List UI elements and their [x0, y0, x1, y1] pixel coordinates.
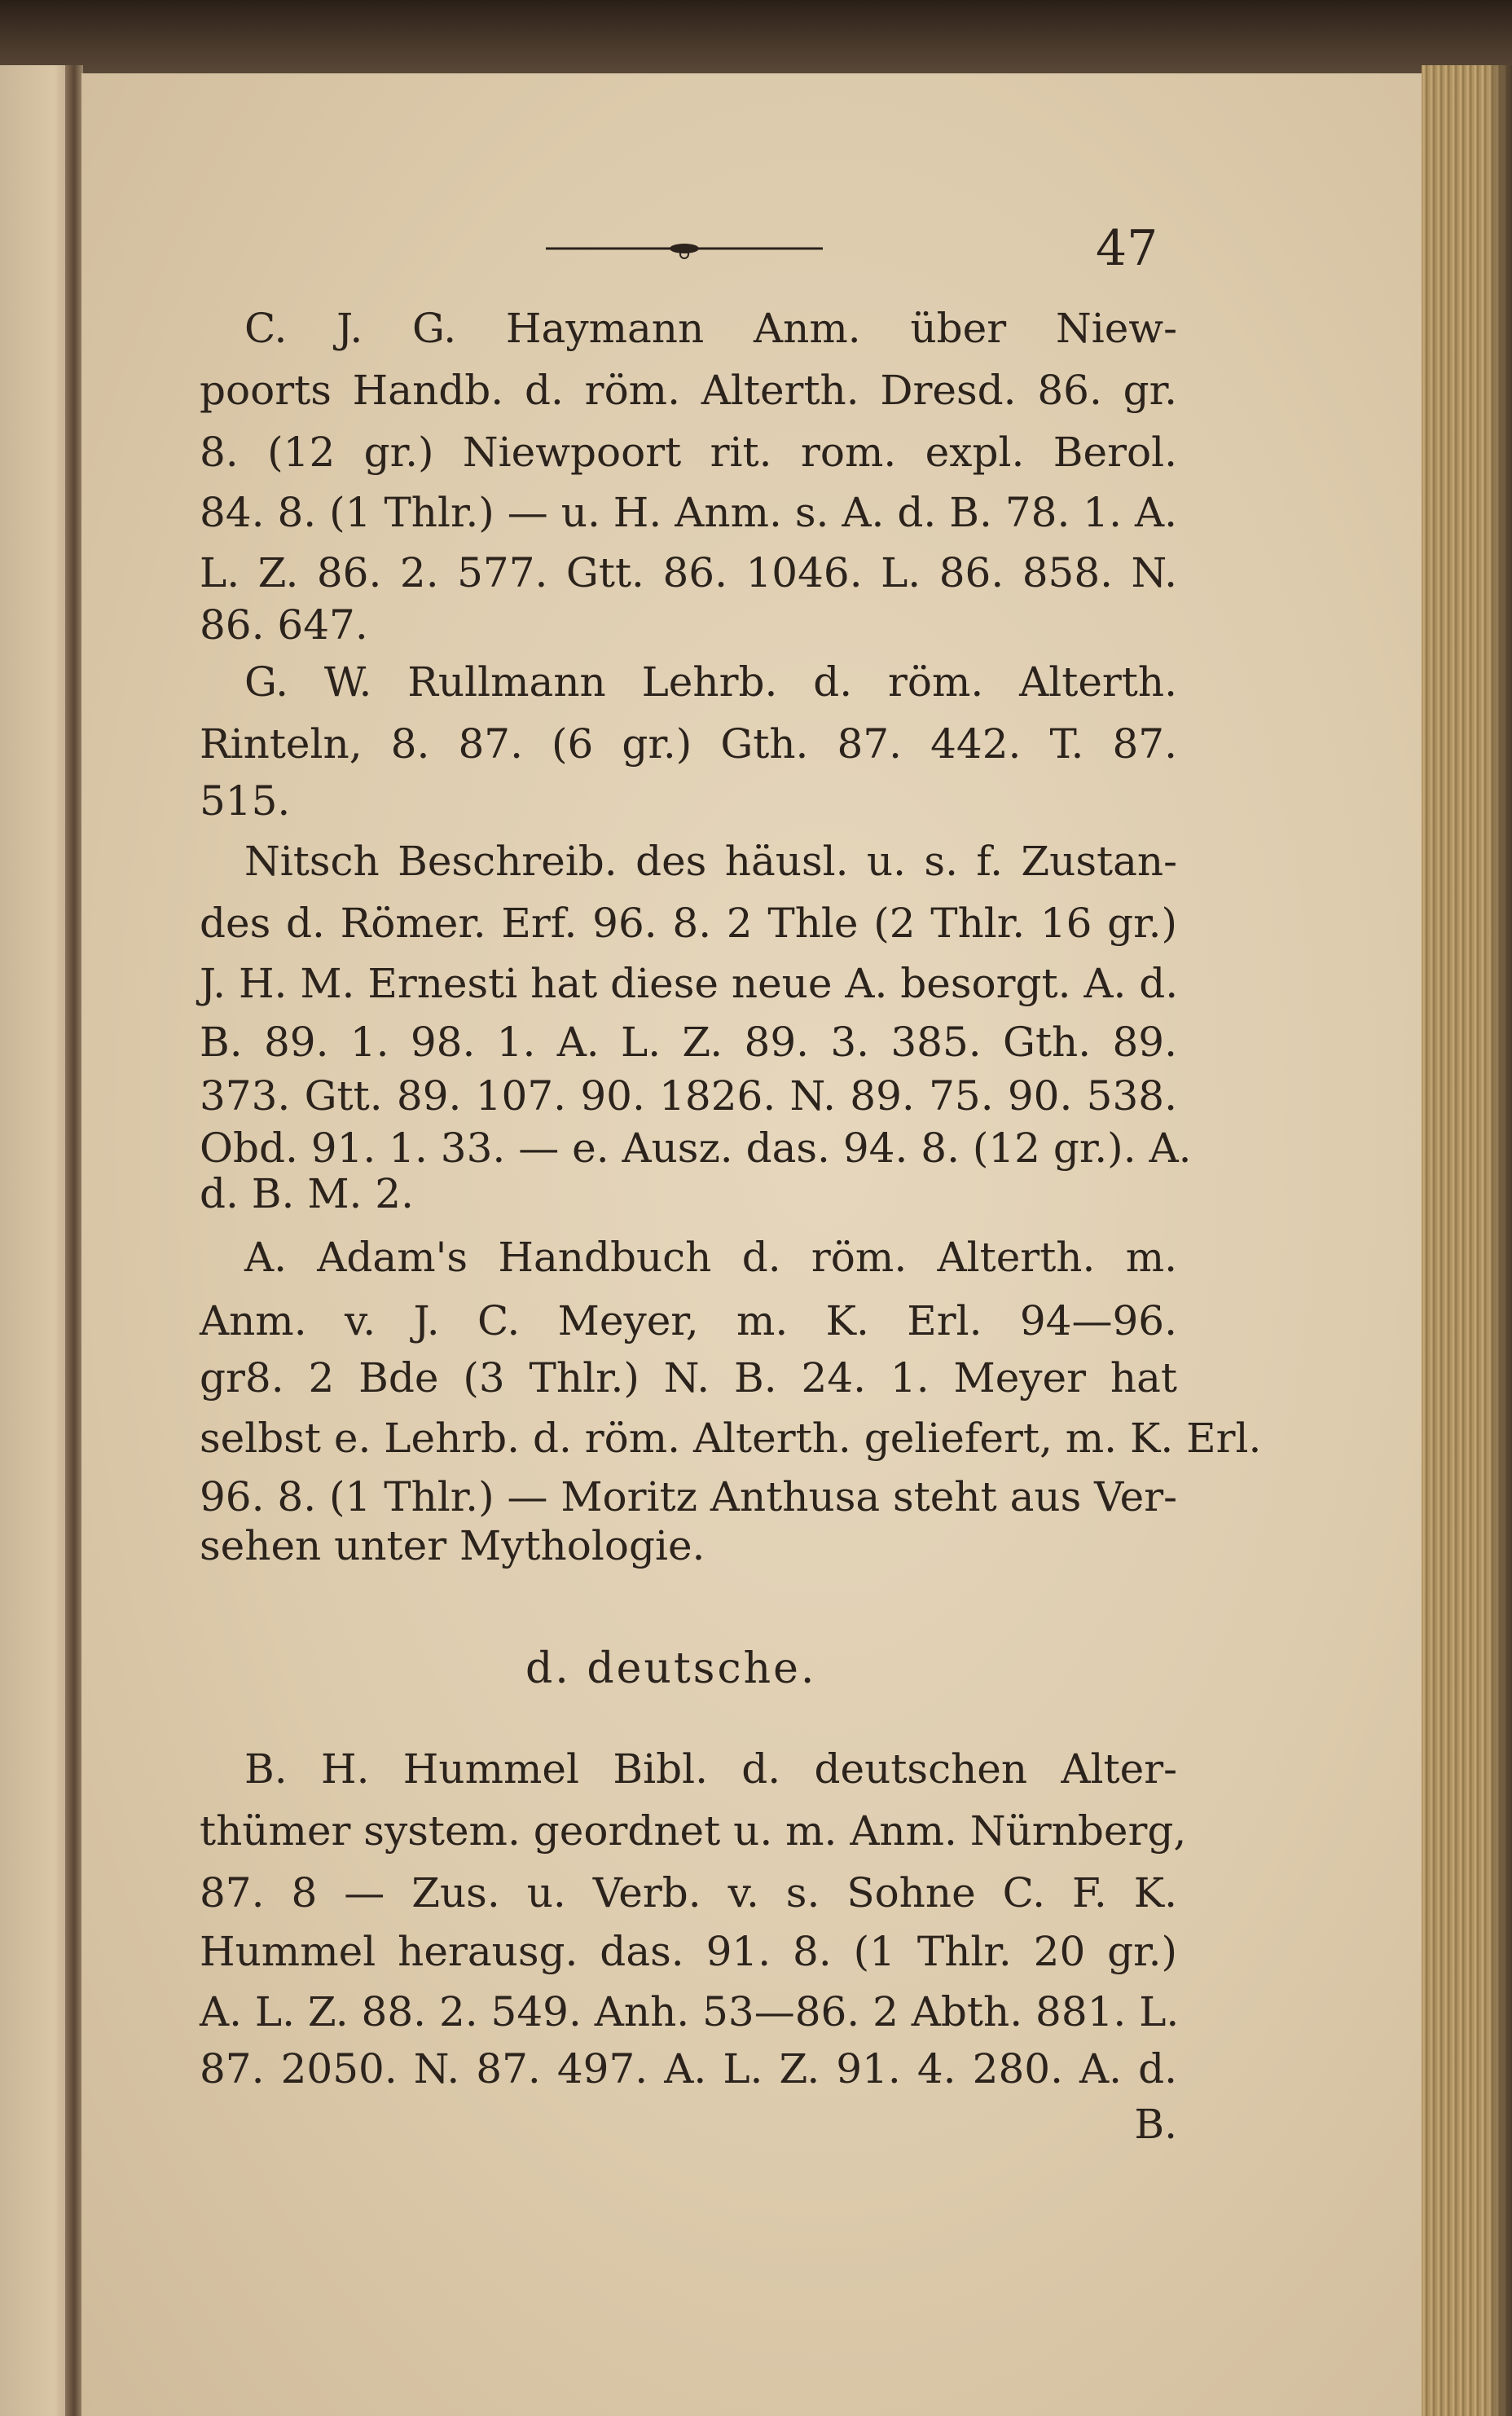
text-line: B. H. Hummel Bibl. d. deutschen Alter-	[244, 1745, 1177, 1793]
text-line: Anm. v. J. C. Meyer, m. K. Erl. 94—96.	[200, 1297, 1177, 1344]
section-heading: d. deutsche.	[525, 1644, 817, 1693]
page-number: 47	[1096, 220, 1158, 277]
text-line: Rinteln, 8. 87. (6 gr.) Gth. 87. 442. T. 87.	[200, 720, 1177, 768]
text-line: Hummel herausg. das. 91. 8. (1 Thlr. 20 gr.)	[200, 1928, 1177, 1975]
text-line: poorts Handb. d. röm. Alterth. Dresd. 86. gr.	[200, 367, 1177, 414]
text-line: B. 89. 1. 98. 1. A. L. Z. 89. 3. 385. Gth. 89.	[200, 1019, 1177, 1066]
text-line: d. B. M. 2.	[200, 1170, 415, 1217]
text-line: A. L. Z. 88. 2. 549. Anh. 53—86. 2 Abth. 881. L.	[200, 1988, 1180, 2035]
catchword: B.	[1134, 2101, 1177, 2148]
text-line: 86. 647.	[200, 601, 368, 649]
text-line: 96. 8. (1 Thlr.) — Moritz Anthusa steht aus Ver-	[200, 1473, 1178, 1520]
text-line: 87. 2050. N. 87. 497. A. L. Z. 91. 4. 280. A. d.	[200, 2045, 1177, 2093]
text-line: gr8. 2 Bde (3 Thlr.) N. B. 24. 1. Meyer hat	[200, 1354, 1177, 1402]
text-line: Nitsch Beschreib. des häusl. u. s. f. Zustan-	[244, 838, 1177, 885]
text-line: thümer system. geordnet u. m. Anm. Nürnberg,	[200, 1807, 1187, 1855]
text-line: A. Adam's Handbuch d. röm. Alterth. m.	[244, 1234, 1177, 1281]
text-line: des d. Römer. Erf. 96. 8. 2 Thle (2 Thlr. 16 gr.)	[200, 900, 1177, 947]
text-line: 515.	[200, 777, 291, 825]
text-line: L. Z. 86. 2. 577. Gtt. 86. 1046. L. 86. 858. N.	[200, 549, 1177, 596]
text-line: C. J. G. Haymann Anm. über Niew-	[244, 305, 1177, 352]
header-ornament-rule	[546, 236, 823, 261]
text-line: 373. Gtt. 89. 107. 90. 1826. N. 89. 75. 90. 538.	[200, 1072, 1177, 1120]
text-line: G. W. Rullmann Lehrb. d. röm. Alterth.	[244, 658, 1177, 706]
text-line: selbst e. Lehrb. d. röm. Alterth. geliefert, m. K. Erl.	[200, 1415, 1262, 1462]
text-line: sehen unter Mythologie.	[200, 1522, 705, 1569]
text-line: Obd. 91. 1. 33. — e. Ausz. das. 94. 8. (12 gr.). A.	[200, 1124, 1192, 1172]
text-line: J. H. M. Ernesti hat diese neue A. besorgt. A. d.	[200, 960, 1179, 1007]
text-line: 87. 8 — Zus. u. Verb. v. s. Sohne C. F. K.	[200, 1869, 1177, 1917]
text-line: 84. 8. (1 Thlr.) — u. H. Anm. s. A. d. B. 78. 1. A.	[200, 489, 1177, 536]
text-line: 8. (12 gr.) Niewpoort rit. rom. expl. Berol.	[200, 429, 1177, 476]
